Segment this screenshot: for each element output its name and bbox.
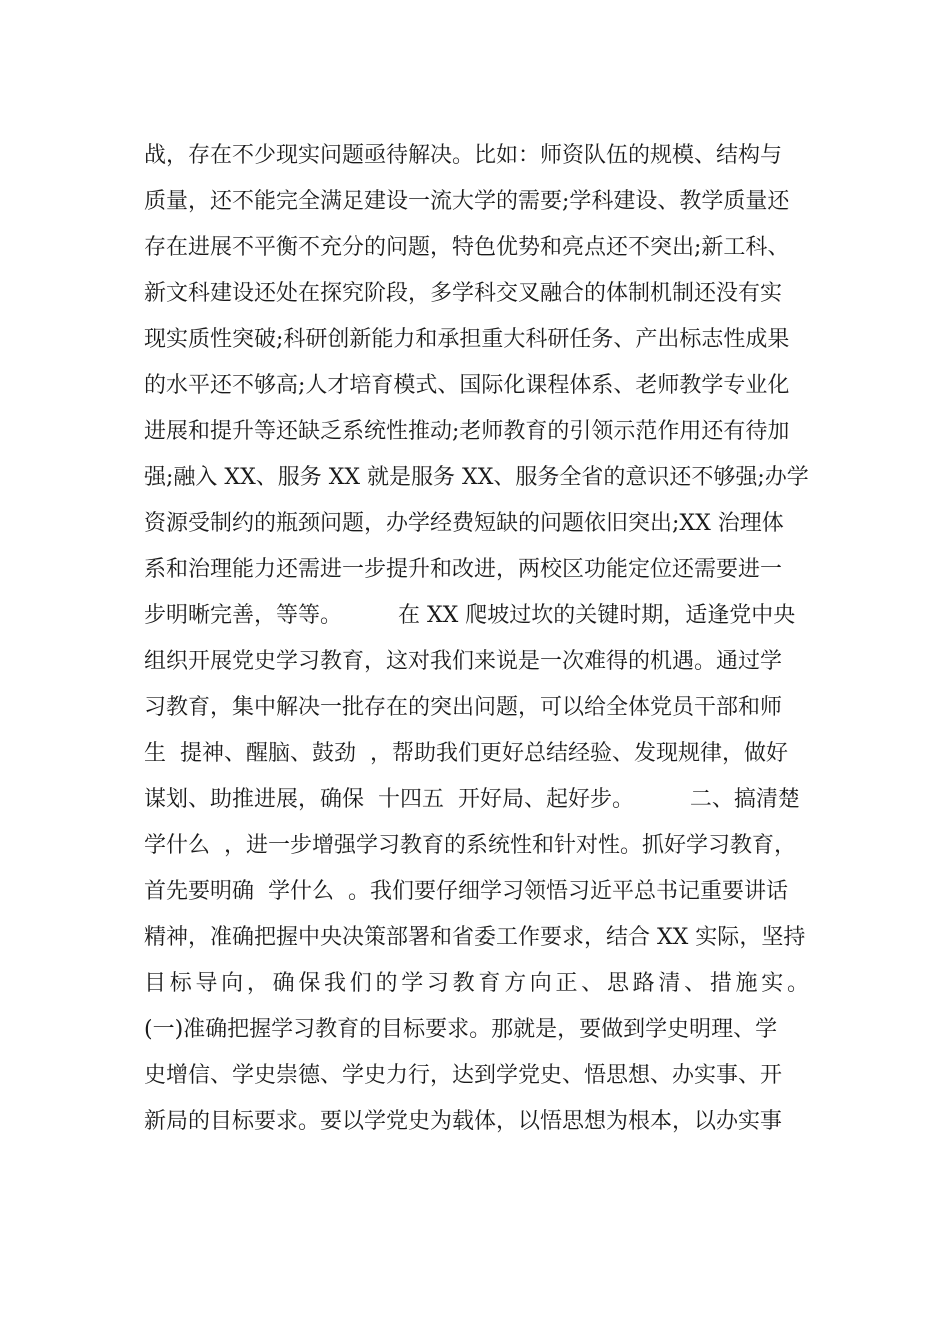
text-line-12: 组织开展党史学习教育，这对我们来说是一次难得的机遇。通过学 — [144, 649, 783, 674]
text-line-22: 新局的目标要求。要以学党史为载体，以悟思想为根本，以办实事 — [144, 1109, 783, 1134]
text-line-20: (一)准确把握学习教育的目标要求。那就是，要做到学史明理、学 — [144, 1017, 778, 1042]
text-line-15: 谋划、助推进展，确保 十四五 开好局、起好步。 二、搞清楚 — [144, 787, 800, 812]
text-line-19: 目标导向，确保我们的学习教育方向正、思路清、措施实。 — [144, 971, 809, 996]
text-line-18: 精神，准确把握中央决策部署和省委工作要求，结合 XX 实际，坚持 — [144, 925, 806, 950]
text-line-9: 资源受制约的瓶颈问题，办学经费短缺的问题依旧突出;XX 治理体 — [144, 511, 784, 536]
text-line-1: 战，存在不少现实问题亟待解决。比如：师资队伍的规模、结构与 — [144, 143, 783, 168]
text-line-14: 生 提神、醒脑、鼓劲 ，帮助我们更好总结经验、发现规律，做好 — [144, 741, 788, 766]
text-line-11: 步明晰完善，等等。 在 XX 爬坡过坎的关键时期，适逢党中央 — [144, 603, 796, 628]
text-line-21: 史增信、学史崇德、学史力行，达到学党史、悟思想、办实事、开 — [144, 1063, 783, 1088]
text-line-5: 现实质性突破;科研创新能力和承担重大科研任务、产出标志性成果 — [144, 327, 790, 352]
text-line-10: 系和治理能力还需进一步提升和改进，两校区功能定位还需要进一 — [144, 557, 783, 582]
text-line-2: 质量，还不能完全满足建设一流大学的需要;学科建设、教学质量还 — [144, 189, 790, 214]
text-line-7: 进展和提升等还缺乏系统性推动;老师教育的引领示范作用还有待加 — [144, 419, 790, 444]
text-line-13: 习教育，集中解决一批存在的突出问题，可以给全体党员干部和师 — [144, 695, 783, 720]
text-line-4: 新文科建设还处在探究阶段，多学科交叉融合的体制机制还没有实 — [144, 281, 783, 306]
text-line-17: 首先要明确 学什么 。我们要仔细学习领悟习近平总书记重要讲话 — [144, 879, 788, 904]
text-line-16: 学什么 ，进一步增强学习教育的系统性和针对性。抓好学习教育， — [144, 833, 796, 858]
body-text — [144, 133, 809, 1145]
text-line-3: 存在进展不平衡不充分的问题，特色优势和亮点还不突出;新工科、 — [144, 235, 790, 260]
text-line-6: 的水平还不够高;人才培育模式、国际化课程体系、老师教学专业化 — [144, 373, 790, 398]
text-line-8: 强;融入 XX、服务 XX 就是服务 XX、服务全省的意识还不够强;办学 — [144, 465, 809, 490]
